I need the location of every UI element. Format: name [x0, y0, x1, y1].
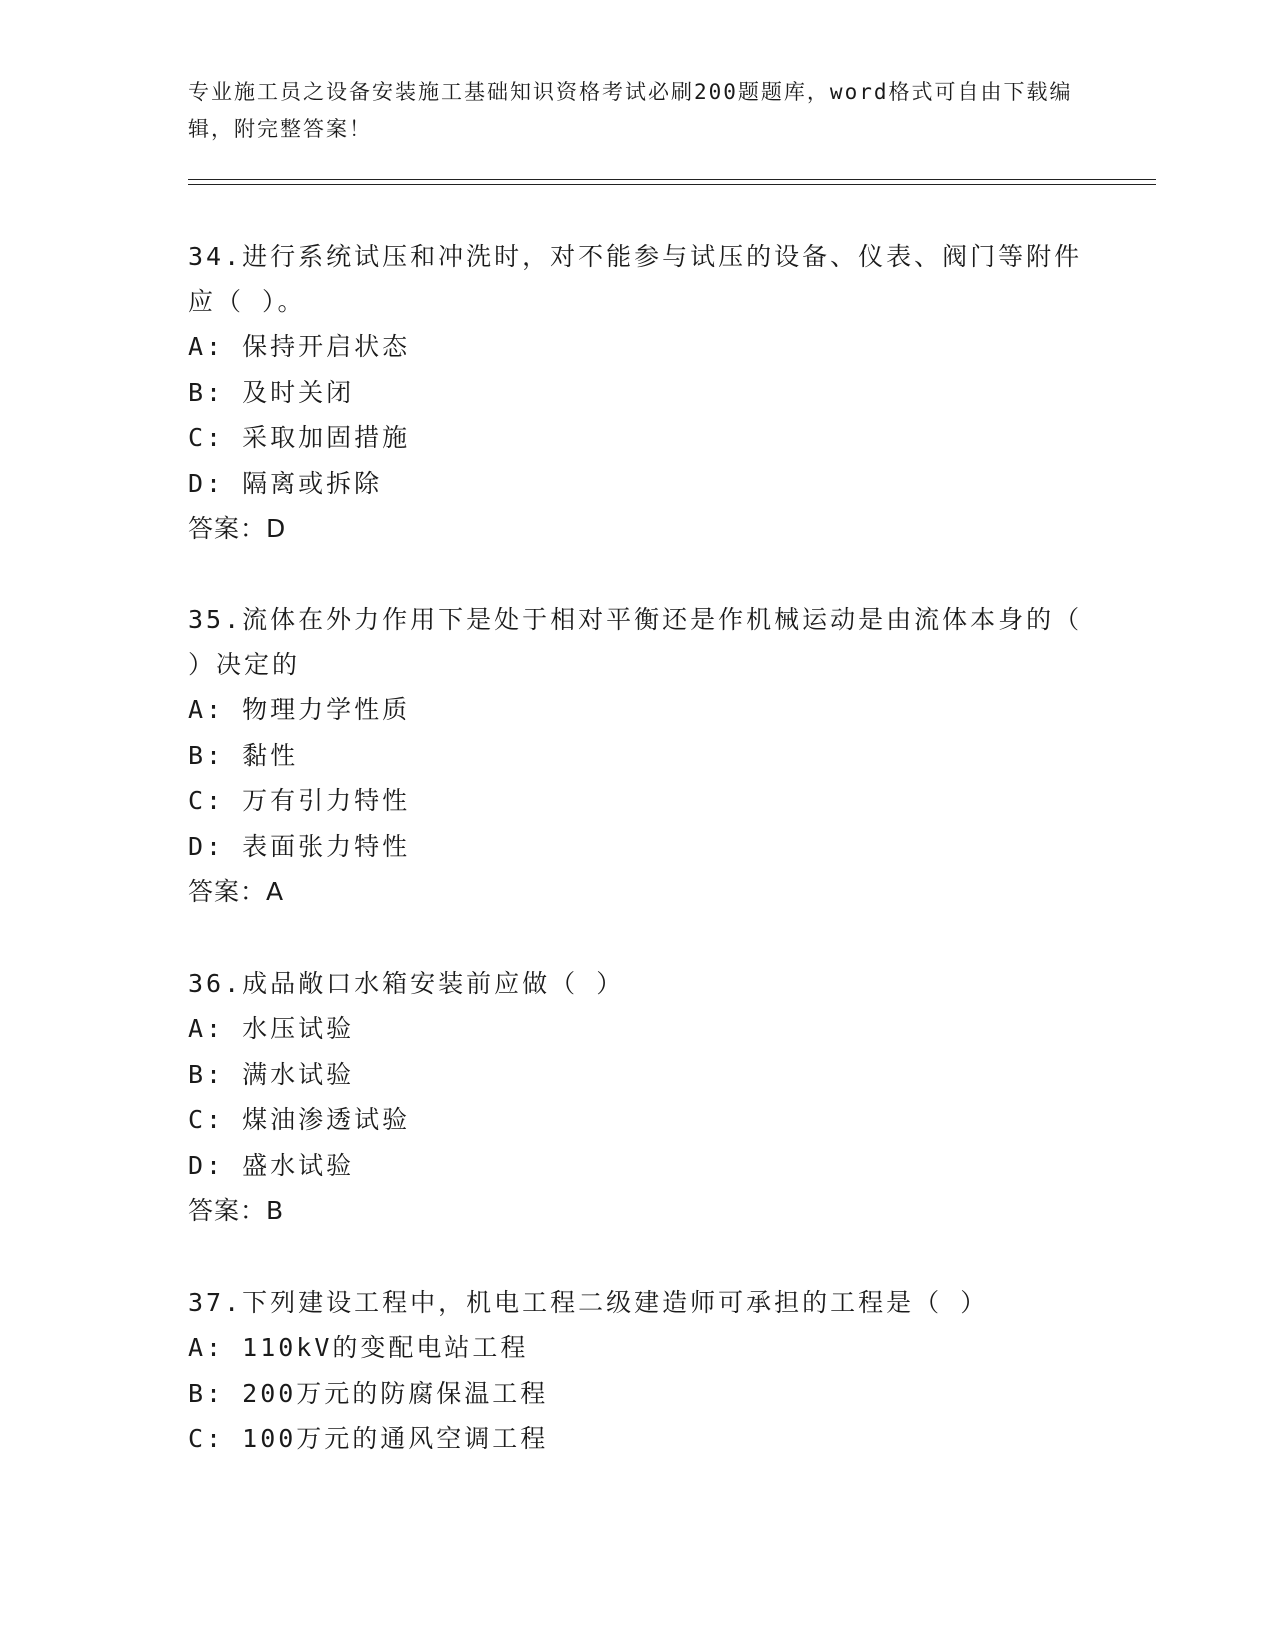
option-d: D: 表面张力特性: [188, 831, 411, 861]
option-b: B: 及时关闭: [188, 377, 355, 407]
option-c: C: 采取加固措施: [188, 423, 411, 452]
header-divider-top: [188, 179, 1156, 180]
option-c: C: 煤油渗透试验: [188, 1105, 411, 1134]
option-b: B: 黏性: [188, 740, 299, 770]
answer-line: 答案：D: [188, 514, 287, 543]
option-a: A: 物理力学性质: [188, 695, 411, 724]
option-c: C: 万有引力特性: [188, 786, 411, 815]
question-37: [188, 1280, 1088, 1462]
answer-line: 答案：A: [188, 877, 285, 906]
question-stem: 36.成品敞口水箱安装前应做（ ）: [188, 969, 625, 998]
option-a: A: 保持开启状态: [188, 332, 411, 361]
answer-line: 答案：B: [188, 1196, 285, 1225]
question-34: [188, 234, 1088, 551]
header-divider-bottom: [188, 184, 1156, 185]
option-d: D: 隔离或拆除: [188, 468, 383, 498]
option-d: D: 盛水试验: [188, 1150, 355, 1180]
document-intro: 专业施工员之设备安装施工基础知识资格考试必刷200题题库，word格式可自由下载编辑，附完整答案！: [188, 80, 1073, 141]
option-b: B: 满水试验: [188, 1059, 355, 1089]
question-36: [188, 961, 1088, 1233]
question-stem: 35.流体在外力作用下是处于相对平衡还是作机械运动是由流体本身的（ ）决定的: [188, 605, 1083, 679]
question-35: [188, 597, 1088, 914]
option-a: A: 110kV的变配电站工程: [188, 1333, 529, 1362]
question-stem: 34.进行系统试压和冲洗时，对不能参与试压的设备、仪表、阀门等附件应（ ）。: [188, 242, 1083, 316]
question-stem: 37.下列建设工程中，机电工程二级建造师可承担的工程是（ ）: [188, 1288, 989, 1317]
option-a: A: 水压试验: [188, 1014, 355, 1043]
option-b: B: 200万元的防腐保温工程: [188, 1378, 549, 1408]
option-c: C: 100万元的通风空调工程: [188, 1424, 549, 1453]
